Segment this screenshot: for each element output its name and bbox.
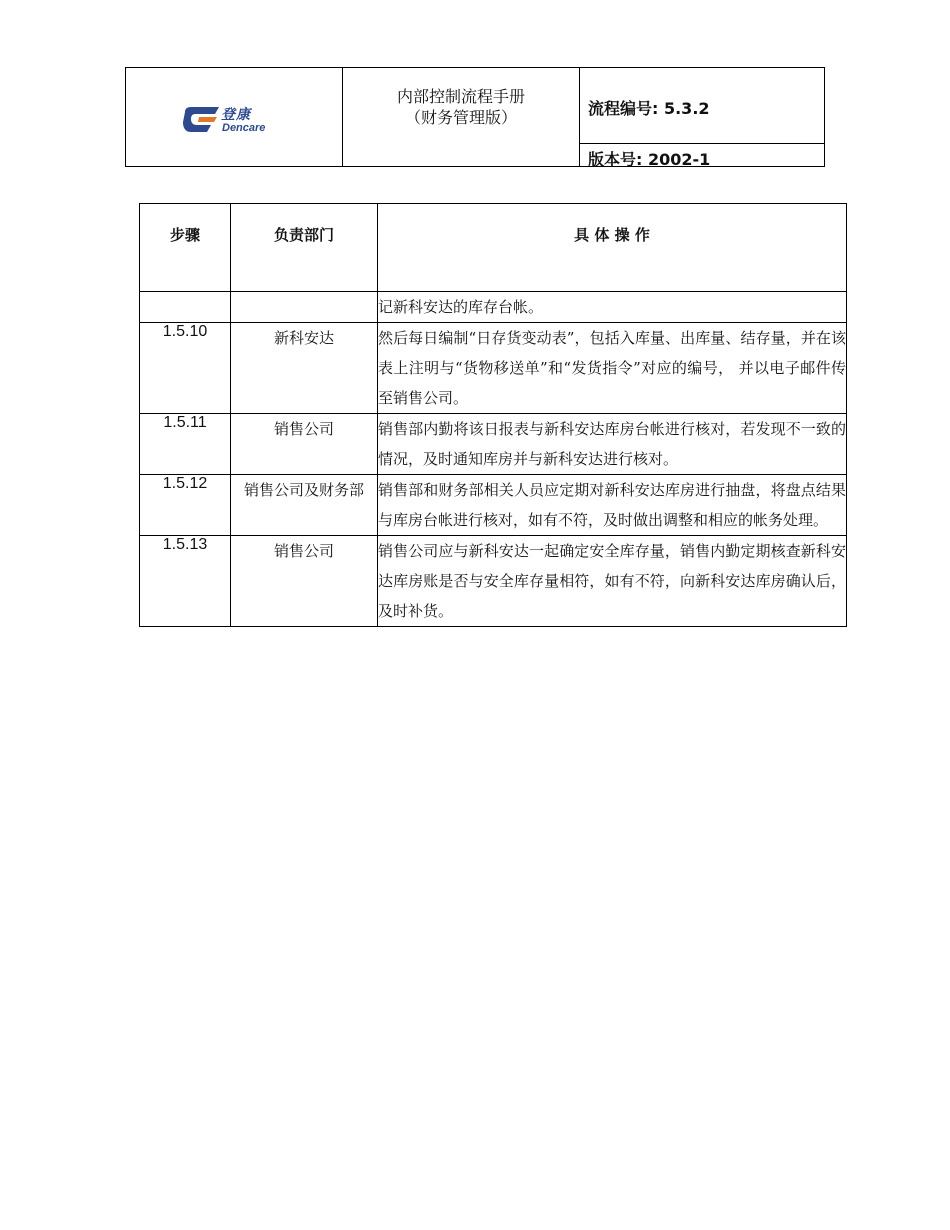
logo-english-text: Dencare xyxy=(222,122,266,134)
logo-mark-icon xyxy=(181,104,221,138)
step-cell: 1.5.12 xyxy=(140,475,231,536)
step-cell: 1.5.10 xyxy=(140,323,231,414)
header-divider xyxy=(579,68,580,166)
procedure-table xyxy=(139,203,847,627)
table-row xyxy=(140,323,847,414)
company-logo xyxy=(181,104,281,138)
manual-title xyxy=(343,86,579,128)
process-code: 流程编号: 5.3.2 xyxy=(588,99,710,118)
dept-cell: 销售公司 xyxy=(231,414,378,475)
column-header-operation: 具 体 操 作 xyxy=(378,204,847,292)
dept-cell: 新科安达 xyxy=(231,323,378,414)
header-divider xyxy=(579,143,824,144)
operation-cell: 记新科安达的库存台帐。 xyxy=(378,292,847,323)
table-row xyxy=(140,414,847,475)
table-row xyxy=(140,536,847,627)
column-header-step: 步骤 xyxy=(140,204,231,292)
operation-cell: 销售公司应与新科安达一起确定安全库存量，销售内勤定期核查新科安达库房账是否与安全库存量相符，如有不符，向新科安达库房确认后，及时补货。 xyxy=(378,536,847,627)
document-header xyxy=(125,67,825,167)
dept-cell: 销售公司 xyxy=(231,536,378,627)
manual-title-line1: 内部控制流程手册 xyxy=(396,87,525,106)
column-header-dept: 负责部门 xyxy=(231,204,378,292)
dept-cell: 销售公司及财务部 xyxy=(231,475,378,536)
step-cell: 1.5.11 xyxy=(140,414,231,475)
table-header-row xyxy=(140,204,847,292)
dept-cell xyxy=(231,292,378,323)
operation-cell: 销售部和财务部相关人员应定期对新科安达库房进行抽盘，将盘点结果与库房台帐进行核对，如有不符，及时做出调整和相应的帐务处理。 xyxy=(378,475,847,536)
step-cell xyxy=(140,292,231,323)
operation-cell: 销售部内勤将该日报表与新科安达库房台帐进行核对，若发现不一致的情况，及时通知库房并与新科安达进行核对。 xyxy=(378,414,847,475)
version-number: 版本号: 2002-1 xyxy=(588,150,711,169)
manual-title-line2: （财务管理版） xyxy=(404,108,517,127)
table-row xyxy=(140,292,847,323)
operation-cell: 然后每日编制“日存货变动表”，包括入库量、出库量、结存量，并在该表上注明与“货物移送单”和“发货指令”对应的编号， 并以电子邮件传至销售公司。 xyxy=(378,323,847,414)
logo-chinese-text: 登康 xyxy=(221,107,251,123)
table-row xyxy=(140,475,847,536)
step-cell: 1.5.13 xyxy=(140,536,231,627)
